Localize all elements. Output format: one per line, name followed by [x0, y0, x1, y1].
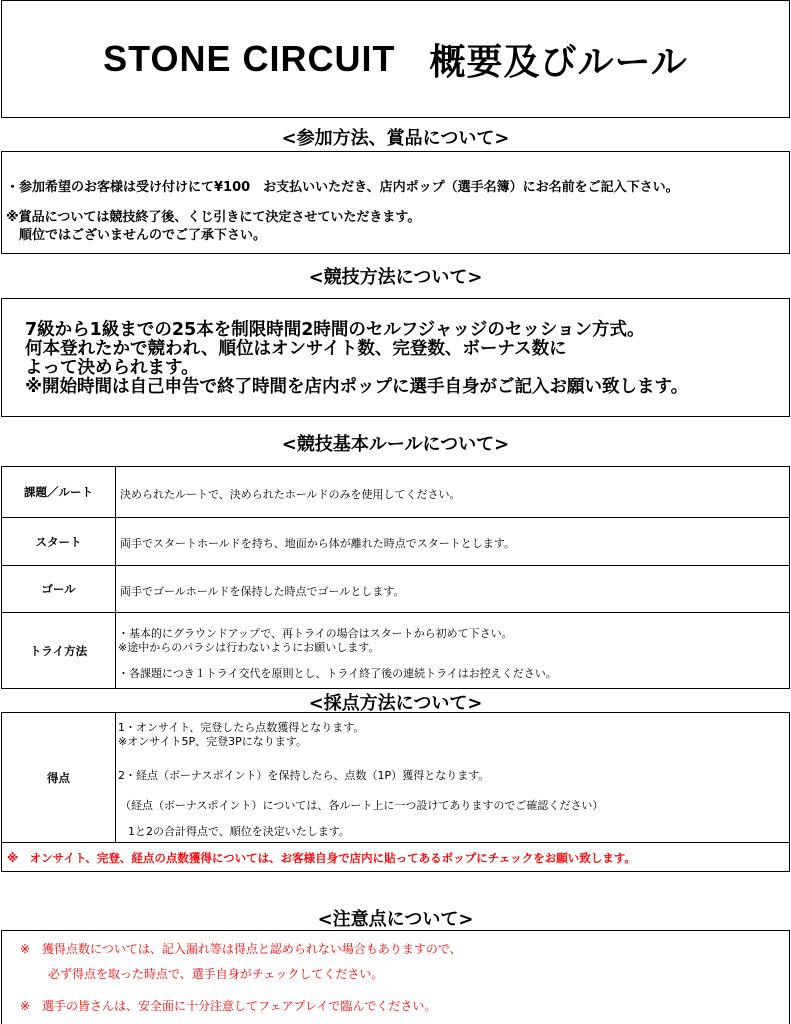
- rule-text-route: 決められたルートで、決められたホールドのみを使用してください。: [120, 488, 461, 501]
- method-line-1: 7級から1級までの25本を制限時間2時間のセルフジャッジのセッション方式。: [25, 320, 645, 340]
- scoring-note: ※ オンサイト、完登、経点の点数獲得については、お客様自身で店内に貼ってあるポップにチェックをお願い致します。: [7, 851, 636, 865]
- caution-line-1: ※ 獲得点数については、記入漏れ等は得点と認められない場合もありますので、: [20, 942, 462, 956]
- rule-content-route: [115, 466, 790, 518]
- scoring-heading: <採点方法について>: [308, 693, 483, 714]
- method-line-2: 何本登れたかで競われ、順位はオンサイト数、完登数、ボーナス数に: [25, 339, 567, 359]
- title-main: STONE CIRCUIT: [103, 38, 396, 79]
- rule-content-goal: [115, 565, 790, 613]
- entry-line-2: ※賞品については競技終了後、くじ引きにて決定させていただきます。: [6, 210, 421, 225]
- title-jp: 概要及びルール: [429, 41, 688, 83]
- rule-label-goal: ゴール: [1, 565, 116, 613]
- scoring-line-1: 1・オンサイト、完登したら点数獲得となります。: [118, 721, 365, 734]
- entry-line-1: ・参加希望のお客様は受け付けにて¥100 お支払いいただき、店内ポップ（選手名簿）にお名前をご記入下さい。: [6, 180, 679, 195]
- rule-text-try-2: ※途中からのパラシは行わないようにお願いします。: [118, 641, 380, 654]
- scoring-content: [115, 712, 790, 843]
- caution-line-3: ※ 選手の皆さんは、安全面に十分注意してフェアプレイで臨んでください。: [20, 999, 437, 1013]
- caution-box: [1, 930, 790, 1024]
- page-title: [1, 0, 790, 118]
- scoring-line-5: 1と2の合計得点で、順位を決定いたします。: [128, 825, 350, 838]
- rule-label-start: スタート: [1, 517, 116, 566]
- rule-text-goal: 両手でゴールホールドを保持した時点でゴールとします。: [120, 585, 405, 598]
- method-line-4: ※開始時間は自己申告で終了時間を店内ポップに選手自身がご記入お願い致します。: [25, 377, 689, 397]
- scoring-note-box: [1, 842, 790, 872]
- method-heading: <競技方法について>: [308, 267, 483, 288]
- rule-content-start: [115, 517, 790, 566]
- rule-text-try-3: ・各課題につき１トライ交代を原則とし、トライ終了後の連続トライはお控えください。: [118, 667, 557, 680]
- rule-label-route: 課題／ルート: [1, 466, 116, 518]
- method-box: [1, 298, 790, 417]
- entry-box: [1, 151, 790, 254]
- caution-heading: <注意点について>: [317, 909, 474, 930]
- entry-heading: <参加方法、賞品について>: [281, 128, 510, 149]
- rule-label-try: トライ方法: [1, 612, 116, 689]
- caution-line-2: 必ず得点を取った時点で、選手自身がチェックしてください。: [48, 967, 384, 981]
- rules-heading: <競技基本ルールについて>: [281, 434, 510, 455]
- scoring-line-3: 2・経点（ボーナスポイント）を保持したら、点数（1P）獲得となります。: [118, 769, 490, 782]
- method-line-3: よって決められます。: [25, 358, 199, 378]
- rule-content-try: [115, 612, 790, 689]
- scoring-line-4: （経点（ボーナスポイント）については、各ルート上に一つ設けてありますのでご確認ください）: [120, 799, 604, 812]
- scoring-line-2: ※オンサイト5P、完登3Pになります。: [118, 735, 307, 748]
- entry-line-3: 順位ではございませんのでご了承下さい。: [19, 228, 267, 243]
- scoring-label: 得点: [1, 712, 116, 843]
- rule-text-try-1: ・基本的にグラウンドアップで、再トライの場合はスタートから初めて下さい。: [118, 627, 513, 640]
- rule-text-start: 両手でスタートホールドを持ち、地面から体が離れた時点でスタートとします。: [120, 537, 515, 550]
